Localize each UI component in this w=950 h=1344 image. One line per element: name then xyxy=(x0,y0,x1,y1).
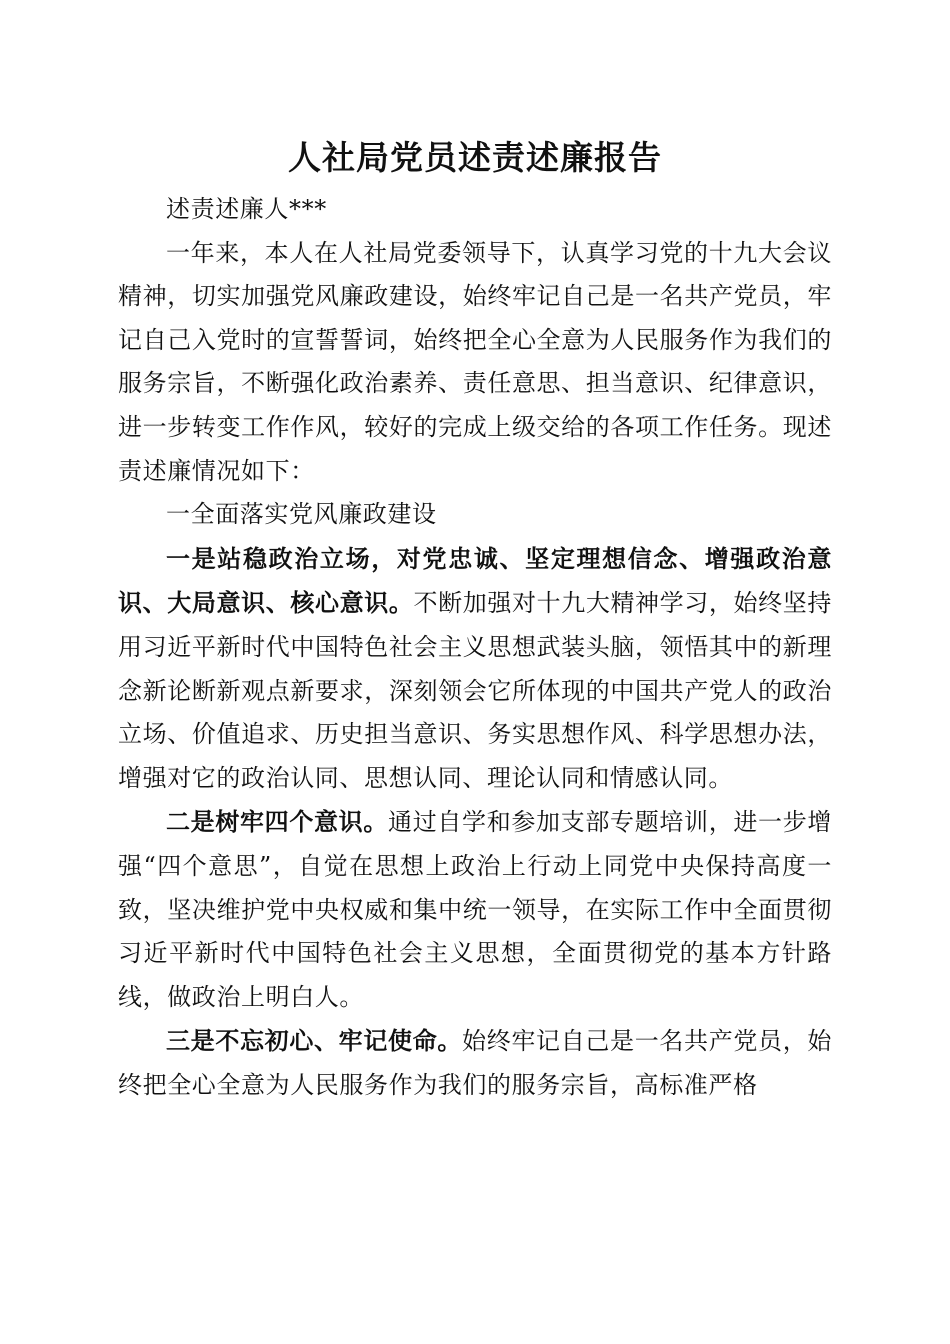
document-title: 人社局党员述责述廉报告 xyxy=(288,138,662,177)
item-paragraph-3 xyxy=(118,1019,832,1107)
intro-paragraph: 一年来，本人在人社局党委领导下，认真学习党的十九大会议精神，切实加强党风廉政建设，始终牢记自己是一名共产党员，牢记自己入党时的宣誓誓词，始终把全心全意为人民服务作为我们的服务宗旨，不断强化政治素养、责任意思、担当意识、纪律意识，进一步转变工作作风，较好的完成上级交给的各项工作任务。现述责述廉情况如下： xyxy=(118,238,832,485)
item-paragraph-1 xyxy=(118,537,832,801)
item-text-1: 不断加强对十九大精神学习，始终坚持用习近平新时代中国特色社会主义思想武装头脑，领悟其中的新理念新论断新观点新要求，深刻领会它所体现的中国共产党人的政治立场、价值追求、历史担当意识、务实思想作风、科学思想办法，增强对它的政治认同、思想认同、理论认同和情感认同。 xyxy=(118,589,833,792)
document-body xyxy=(118,188,832,1107)
item-lead-1: 一是站稳政治立场，对党忠诚、坚定理想信念、增强政治意识、大局意识、核心意识。 xyxy=(118,543,832,618)
item-paragraph-2 xyxy=(118,800,832,1019)
item-text-3: 始终牢记自己是一名共产党员，始终把全心全意为人民服务作为我们的服务宗旨，高标准严格 xyxy=(118,1027,832,1099)
item-lead-3: 三是不忘初心、牢记使命。 xyxy=(166,1026,463,1056)
section-heading: 一全面落实党风廉政建设 xyxy=(166,500,437,529)
item-lead-2: 二是树牢四个意识。 xyxy=(166,807,389,837)
author-line: 述责述廉人*** xyxy=(166,195,327,223)
item-text-2: 通过自学和参加支部专题培训，进一步增强“四个意思”，自觉在思想上政治上行动上同党中央保持高度一致，坚决维护党中央权威和集中统一领导，在实际工作中全面贯彻习近平新时代中国特色社会主义思想，全面贯彻党的基本方针路线，做政治上明白人。 xyxy=(118,808,832,1011)
